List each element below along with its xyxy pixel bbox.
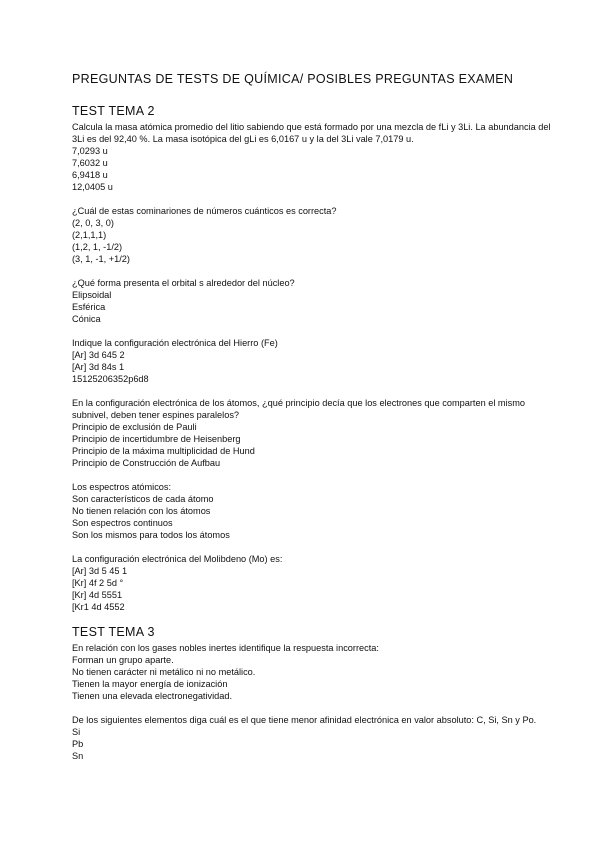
- answer-option: Son característicos de cada átomo: [72, 494, 214, 504]
- question: [72, 205, 560, 265]
- question-text: ¿Cuál de estas cominariones de números cuánticos es correcta?: [72, 206, 337, 216]
- answer-option: Principio de incertidumbre de Heisenberg: [72, 434, 241, 444]
- question-text: Calcula la masa atómica promedio del litio sabiendo que está formado por una mezcla de fLi y 3Li. La abundancia del 3Li es del 92,40 %. La masa isotópica del gLi es 6,0167 u y la del 3Li vale 7,0179 u.: [72, 122, 551, 144]
- answer-option: [Kr] 4d 5551: [72, 590, 123, 600]
- answer-option: 12,0405 u: [72, 182, 113, 192]
- answer-option: [Kr1 4d 4552: [72, 602, 125, 612]
- answer-option: [Ar] 3d 84s 1: [72, 362, 125, 372]
- question: [72, 337, 560, 385]
- section-tema-3: [72, 625, 560, 762]
- question-text: La configuración electrónica del Molibdeno (Mo) es:: [72, 554, 283, 564]
- question-text: De los siguientes elementos diga cuál es el que tiene menor afinidad electrónica en valor absoluto: C, Si, Sn y Po.: [72, 715, 537, 725]
- question: [72, 553, 560, 613]
- answer-option: Son los mismos para todos los átomos: [72, 530, 230, 540]
- question: [72, 397, 560, 469]
- question-text: ¿Qué forma presenta el orbital s alrededor del núcleo?: [72, 278, 295, 288]
- answer-option: (2, 0, 3, 0): [72, 218, 114, 228]
- answer-option: No tienen relación con los átomos: [72, 506, 211, 516]
- answer-option: Tienen una elevada electronegatividad.: [72, 691, 233, 701]
- answer-option: Son espectros continuos: [72, 518, 173, 528]
- answer-option: Principio de Construcción de Aufbau: [72, 458, 221, 468]
- answer-option: 15125206352p6d8: [72, 374, 149, 384]
- answer-option: (1,2, 1, -1/2): [72, 242, 123, 252]
- answer-option: Elipsoidal: [72, 290, 112, 300]
- section-tema-2: [72, 104, 560, 613]
- question: [72, 481, 560, 541]
- question-text: Los espectros atómicos:: [72, 482, 172, 492]
- answer-option: Cónica: [72, 314, 101, 324]
- answer-option: Sn: [72, 751, 84, 761]
- question-text: Indique la configuración electrónica del Hierro (Fe): [72, 338, 278, 348]
- question: [72, 277, 560, 325]
- answer-option: Esférica: [72, 302, 106, 312]
- answer-option: (2,1,1,1): [72, 230, 107, 240]
- question: [72, 714, 560, 762]
- answer-option: 6,9418 u: [72, 170, 108, 180]
- answer-option: Tienen la mayor energía de ionización: [72, 679, 228, 689]
- answer-option: (3, 1, -1, +1/2): [72, 254, 130, 264]
- answer-option: Principio de exclusión de Pauli: [72, 422, 197, 432]
- answer-option: [Ar] 3d 645 2: [72, 350, 125, 360]
- document-title: PREGUNTAS DE TESTS DE QUÍMICA/ POSIBLES PREGUNTAS EXAMEN: [72, 72, 514, 86]
- question-text: En relación con los gases nobles inertes identifique la respuesta incorrecta:: [72, 643, 379, 653]
- answer-option: Si: [72, 727, 81, 737]
- section-heading: TEST TEMA 3: [72, 625, 155, 639]
- answer-option: 7,0293 u: [72, 146, 108, 156]
- section-heading: TEST TEMA 2: [72, 104, 155, 118]
- answer-option: [Kr] 4f 2 5d °: [72, 578, 124, 588]
- question-text: En la configuración electrónica de los átomos, ¿qué principio decía que los electrones que comparten el mismo subnivel, deben tener espines paralelos?: [72, 398, 525, 420]
- question: [72, 121, 560, 193]
- answer-option: 7,6032 u: [72, 158, 108, 168]
- answer-option: Principio de la máxima multiplicidad de Hund: [72, 446, 255, 456]
- answer-option: Pb: [72, 739, 84, 749]
- question: [72, 642, 560, 702]
- answer-option: [Ar] 3d 5 45 1: [72, 566, 128, 576]
- answer-option: No tienen carácter ni metálico ni no metálico.: [72, 667, 256, 677]
- answer-option: Forman un grupo aparte.: [72, 655, 174, 665]
